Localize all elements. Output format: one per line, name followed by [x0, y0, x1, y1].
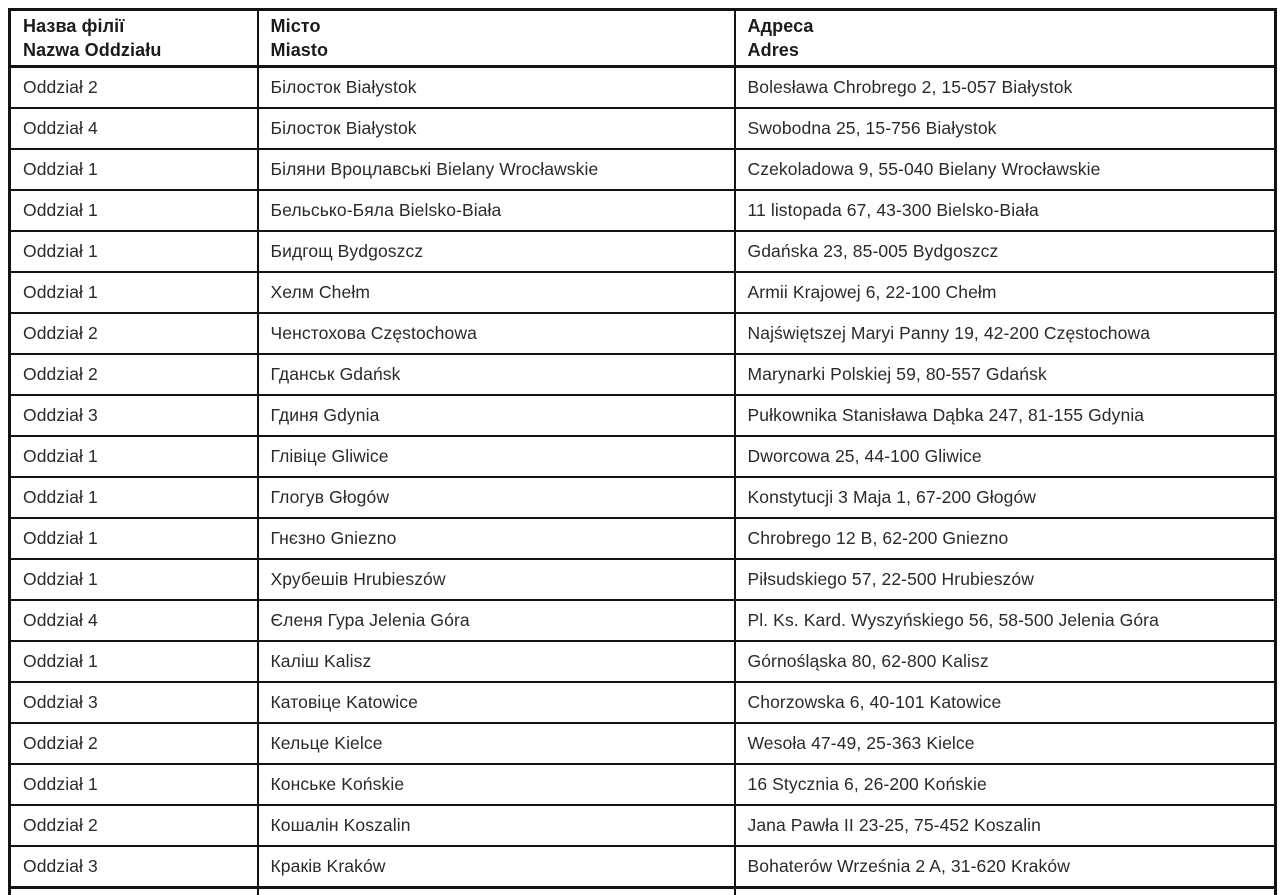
table-body [10, 67, 1276, 895]
cell-address: Pl. Ks. Kard. Wyszyńskiego 56, 58-500 Jelenia Góra [735, 600, 1276, 641]
cell-branch: Oddział 1 [10, 149, 258, 190]
header-city-uk: Місто [270, 16, 321, 36]
table-row [10, 805, 1276, 846]
cell-city: Бельсько-Бяла Bielsko-Biała [258, 190, 735, 231]
header-branch-pl: Nazwa Oddziału [23, 40, 162, 60]
cell-address: Konstytucji 3 Maja 1, 67-200 Głogów [735, 477, 1276, 518]
table-row [10, 231, 1276, 272]
table-row [10, 846, 1276, 888]
branches-table [8, 8, 1277, 895]
table-row [10, 395, 1276, 436]
cell-branch: Oddział 1 [10, 477, 258, 518]
cell-branch: Oddział 2 [10, 67, 258, 109]
cell-branch: Oddział 1 [10, 641, 258, 682]
table-header [10, 10, 1276, 67]
cell-city: Ченстохова Częstochowa [258, 313, 735, 354]
cell-address: 11 listopada 67, 43-300 Bielsko-Biała [735, 190, 1276, 231]
cell-city: Глівіце Gliwice [258, 436, 735, 477]
cell-city: Білосток Białystok [258, 67, 735, 109]
cell-city: Єленя Гура Jelenia Góra [258, 600, 735, 641]
header-city-pl: Miasto [270, 40, 329, 60]
cell-branch: Oddział 2 [10, 313, 258, 354]
table-row [10, 149, 1276, 190]
cell-city [258, 888, 735, 895]
cell-branch: Oddział 1 [10, 559, 258, 600]
cell-address: Górnośląska 80, 62-800 Kalisz [735, 641, 1276, 682]
cell-address: Swobodna 25, 15-756 Białystok [735, 108, 1276, 149]
cell-city: Катовіце Katowice [258, 682, 735, 723]
table-row [10, 682, 1276, 723]
cell-address: Dworcowa 25, 44-100 Gliwice [735, 436, 1276, 477]
table-row [10, 436, 1276, 477]
table-row [10, 272, 1276, 313]
cell-branch: Oddział 1 [10, 272, 258, 313]
cell-city: Бидгощ Bydgoszcz [258, 231, 735, 272]
cell-city: Хелм Chełm [258, 272, 735, 313]
cell-city: Каліш Kalisz [258, 641, 735, 682]
cell-city: Хрубешів Hrubieszów [258, 559, 735, 600]
table-row [10, 477, 1276, 518]
cell-address: Czekoladowa 9, 55-040 Bielany Wrocławskie [735, 149, 1276, 190]
cell-city: Біляни Вроцлавські Bielany Wrocławskie [258, 149, 735, 190]
cell-city: Гданськ Gdańsk [258, 354, 735, 395]
table-row [10, 600, 1276, 641]
cell-branch: Oddział 3 [10, 846, 258, 888]
cell-city: Глогув Głogów [258, 477, 735, 518]
cell-branch: Oddział 1 [10, 764, 258, 805]
table-row [10, 108, 1276, 149]
cell-address: Gdańska 23, 85-005 Bydgoszcz [735, 231, 1276, 272]
header-cell-city [258, 10, 735, 67]
table-row [10, 559, 1276, 600]
cell-city: Краків Kraków [258, 846, 735, 888]
cell-city: Кошалін Koszalin [258, 805, 735, 846]
table-row [10, 723, 1276, 764]
header-cell-address [735, 10, 1276, 67]
cell-address: Bolesława Chrobrego 2, 15-057 Białystok [735, 67, 1276, 109]
cell-branch: Oddział 4 [10, 108, 258, 149]
cell-branch: Oddział 3 [10, 682, 258, 723]
header-branch-uk: Назва філії [23, 16, 125, 36]
table-row [10, 67, 1276, 109]
cell-city: Гдиня Gdynia [258, 395, 735, 436]
cell-city: Гнєзно Gniezno [258, 518, 735, 559]
header-address-uk: Адреса [747, 16, 814, 36]
cell-city: Кельце Kielce [258, 723, 735, 764]
cell-city: Білосток Białystok [258, 108, 735, 149]
cell-branch: Oddział 1 [10, 436, 258, 477]
cell-address: Wesoła 47-49, 25-363 Kielce [735, 723, 1276, 764]
table-row [10, 764, 1276, 805]
header-address-pl: Adres [747, 40, 800, 60]
cell-address: Pułkownika Stanisława Dąbka 247, 81-155 Gdynia [735, 395, 1276, 436]
table-row [10, 190, 1276, 231]
cell-branch: Oddział 2 [10, 354, 258, 395]
cell-address [735, 888, 1276, 895]
cell-branch: Oddział 2 [10, 723, 258, 764]
cell-address: 16 Stycznia 6, 26-200 Końskie [735, 764, 1276, 805]
table-row [10, 354, 1276, 395]
table-row [10, 313, 1276, 354]
header-row [10, 10, 1276, 67]
cell-address: Chorzowska 6, 40-101 Katowice [735, 682, 1276, 723]
cell-address: Chrobrego 12 B, 62-200 Gniezno [735, 518, 1276, 559]
cell-branch: Oddział 2 [10, 805, 258, 846]
cell-address: Armii Krajowej 6, 22-100 Chełm [735, 272, 1276, 313]
cell-address: Bohaterów Września 2 A, 31-620 Kraków [735, 846, 1276, 888]
cell-branch: Oddział 1 [10, 231, 258, 272]
cell-city: Конське Końskie [258, 764, 735, 805]
table-row [10, 641, 1276, 682]
cell-branch [10, 888, 258, 895]
cell-address: Piłsudskiego 57, 22-500 Hrubieszów [735, 559, 1276, 600]
table-row [10, 518, 1276, 559]
cell-branch: Oddział 1 [10, 190, 258, 231]
cell-branch: Oddział 1 [10, 518, 258, 559]
cell-address: Marynarki Polskiej 59, 80-557 Gdańsk [735, 354, 1276, 395]
cell-branch: Oddział 4 [10, 600, 258, 641]
header-cell-branch [10, 10, 258, 67]
cell-branch: Oddział 3 [10, 395, 258, 436]
partial-row [10, 888, 1276, 895]
cell-address: Najświętszej Maryi Panny 19, 42-200 Częstochowa [735, 313, 1276, 354]
cell-address: Jana Pawła II 23-25, 75-452 Koszalin [735, 805, 1276, 846]
